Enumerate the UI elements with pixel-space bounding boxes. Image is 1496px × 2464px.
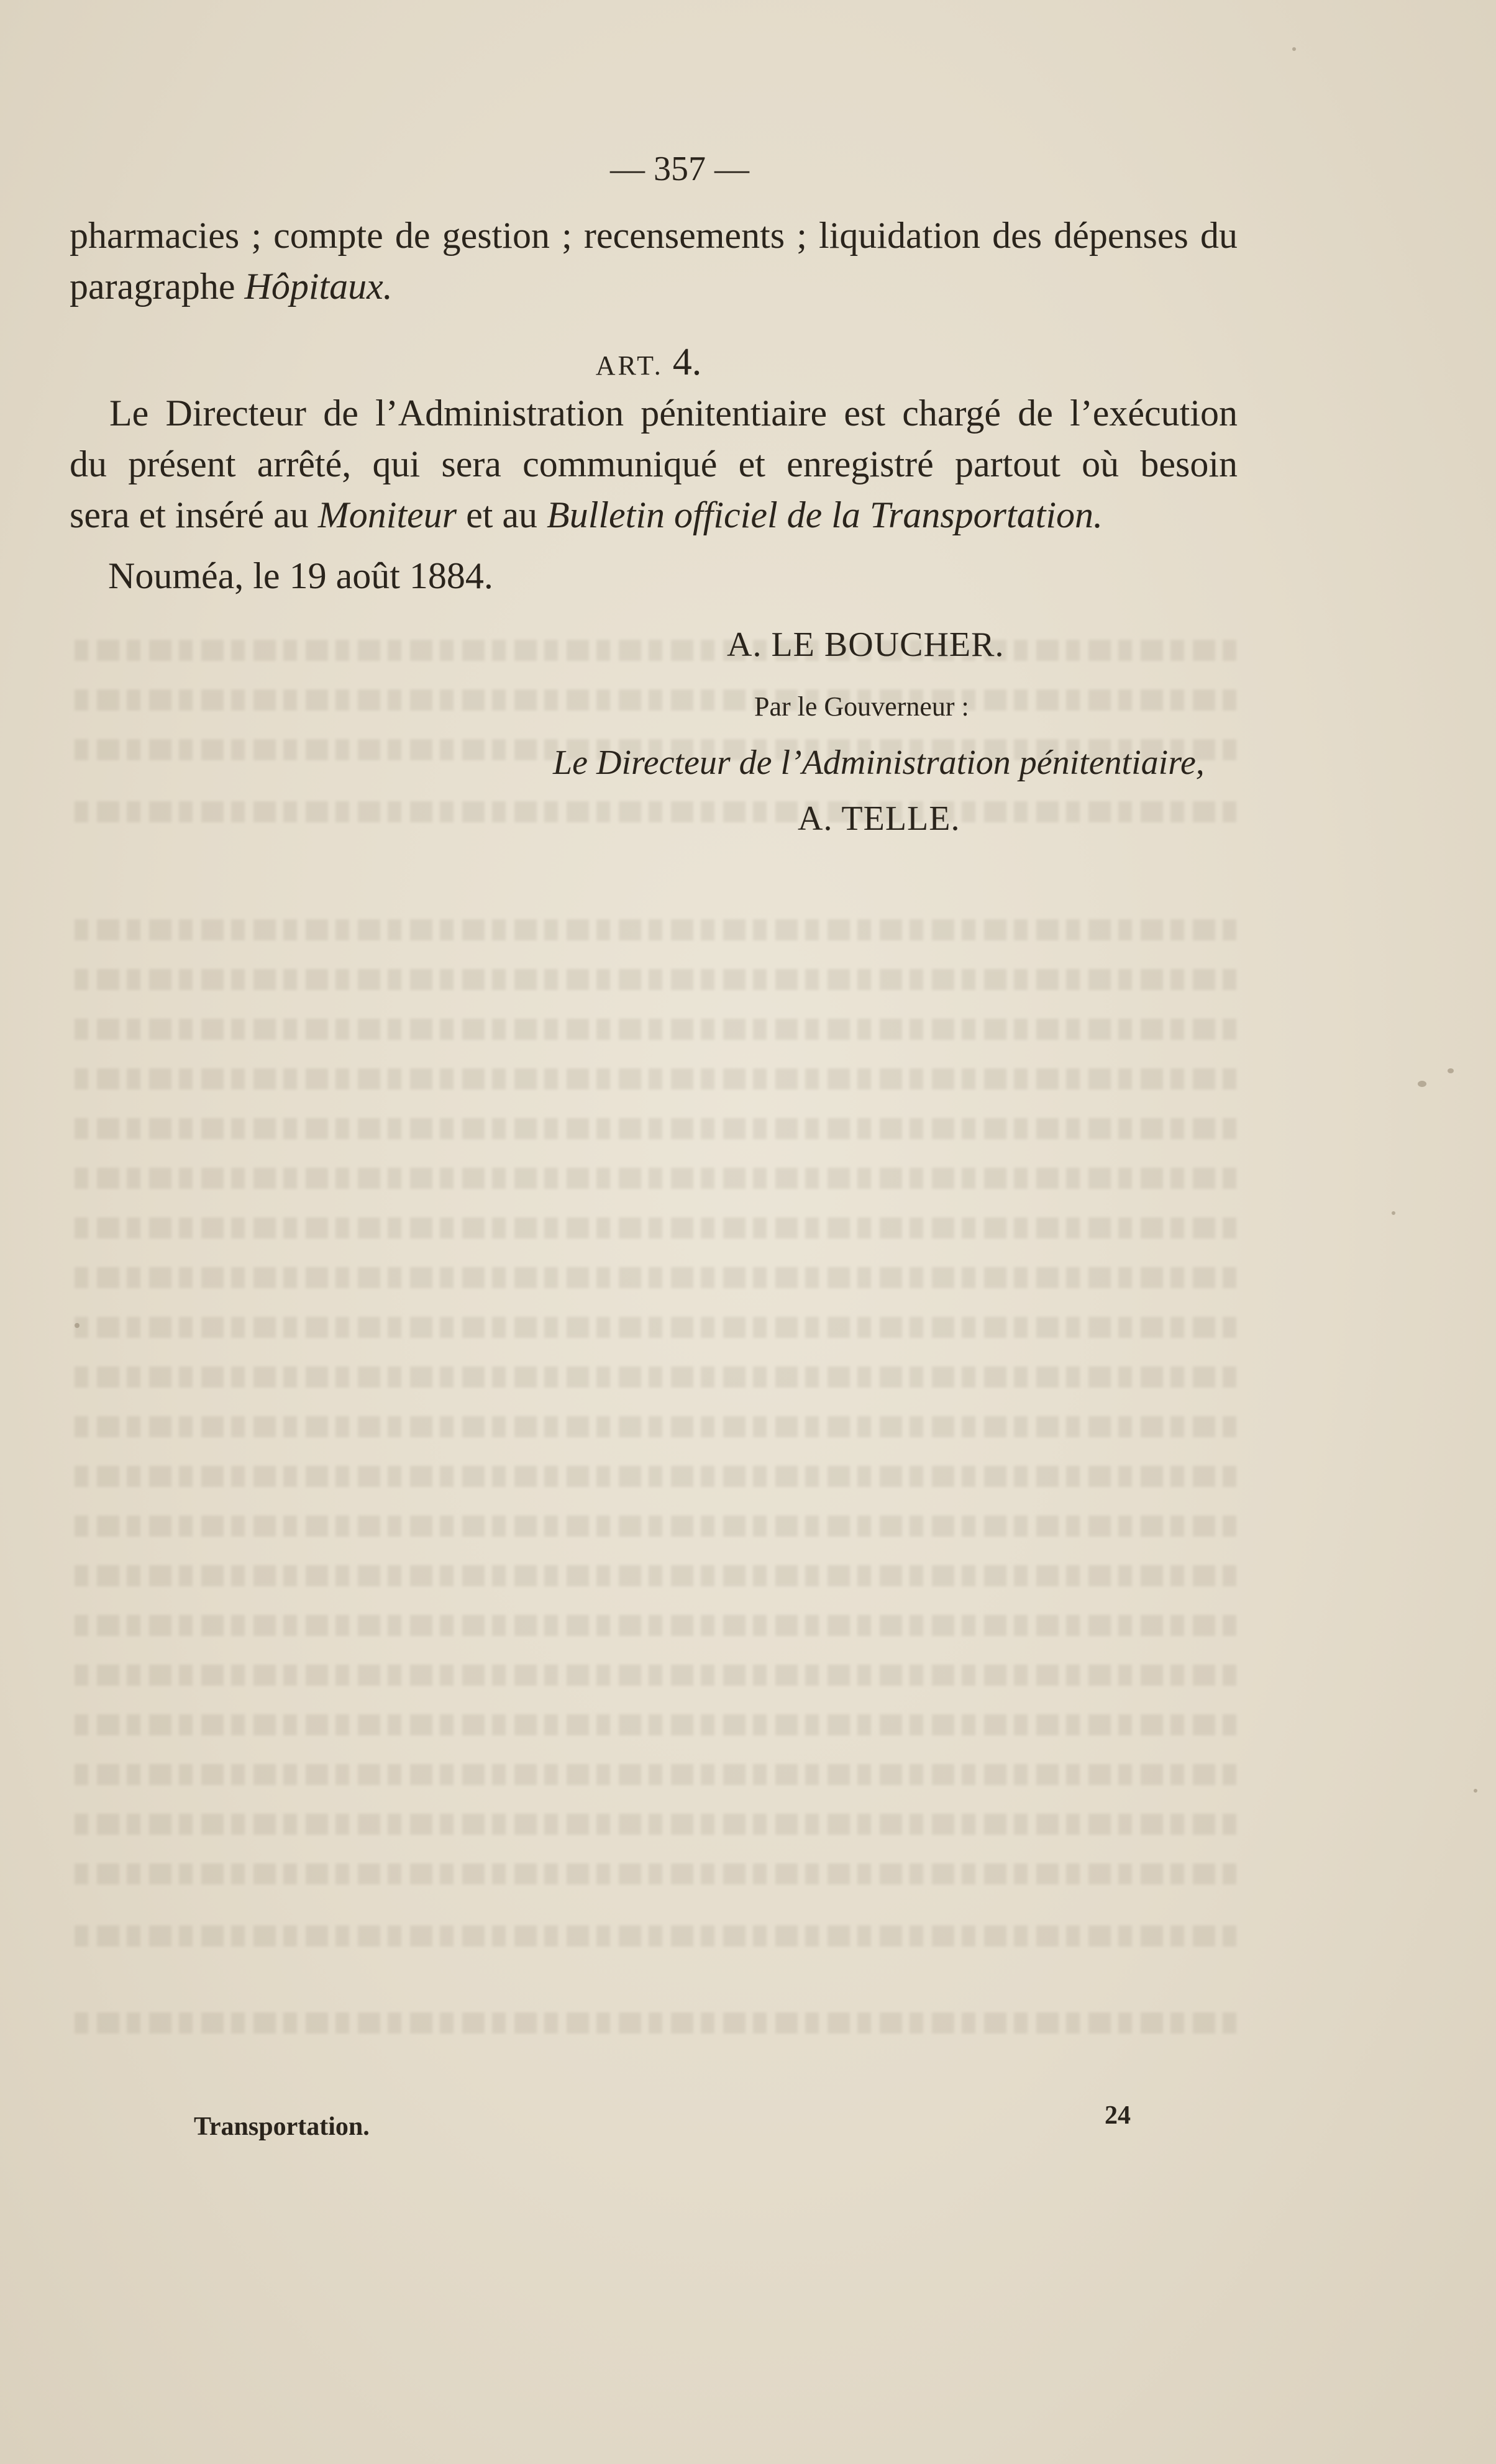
page-number: — 357 — [610,150,749,188]
continuation-paragraph [70,210,1238,312]
hopitaux-italic: Hôpitaux. [244,266,393,307]
article-line-2: du présent arrêté, qui sera communiqué et enregistré partout où besoin [70,443,1238,484]
footer-gathering-number: 24 [1105,2101,1131,2130]
paper-speck [1448,1068,1454,1073]
continuation-line-2 [70,261,1238,312]
article-line-3 [70,489,1238,540]
footer-signature-mark: Transportation. [194,2112,370,2141]
article-label: ART. [595,350,664,381]
bulletin-italic: Bulletin officiel de la Transportation. [547,494,1103,535]
paper-speck [1292,47,1296,51]
continuation-line-1: pharmacies ; compte de gestion ; recensements ; liquidation des dépenses du [70,215,1238,256]
article-line-3-prefix: sera et inséré au [70,494,318,535]
par-le-gouverneur: Par le Gouverneur : [754,691,969,722]
moniteur-italic: Moniteur [317,494,457,535]
date-line [108,550,1276,601]
article-heading [0,340,1397,384]
signatory-name: A. LE BOUCHER. [727,625,1005,664]
paper-speck [1392,1211,1395,1215]
article-line-1: Le Directeur de l’Administration pénitentiaire est chargé de l’exécution [109,393,1238,434]
date-text: Nouméa, le 19 août 1884. [108,555,493,596]
paper-speck [1474,1789,1477,1793]
paper-speck [1418,1081,1426,1087]
article-line-3-mid: et au [457,494,547,535]
countersignatory-name: A. TELLE. [798,799,960,838]
article-body-paragraph [70,388,1238,540]
continuation-line-2-text: paragraphe [70,266,245,307]
article-number: 4. [672,341,702,383]
paper-speck [75,1323,80,1328]
directeur-title: Le Directeur de l’Administration pénitentiaire, [553,743,1205,782]
